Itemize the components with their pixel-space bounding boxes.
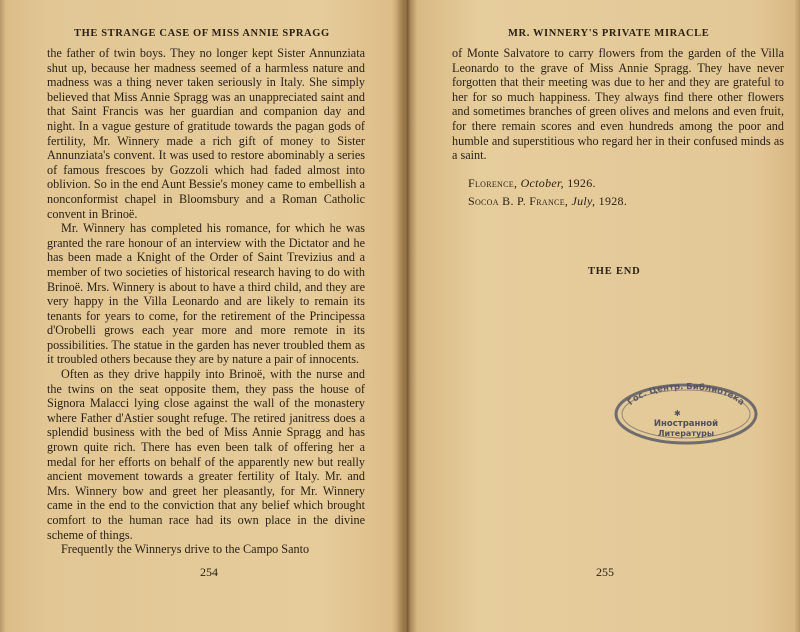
right-page-text xyxy=(452,46,784,163)
library-stamp xyxy=(612,382,760,446)
right-page xyxy=(410,0,800,632)
stamp-line-3: Литературы xyxy=(657,429,715,438)
dateline-socoa xyxy=(468,194,627,209)
the-end-label: THE END xyxy=(588,266,641,277)
stamp-line-2: Иностранной xyxy=(653,419,719,429)
stamp-star-icon: ✱ xyxy=(674,409,681,418)
dateline-1-place: Florence, xyxy=(468,176,518,190)
dateline-1-year: 1926. xyxy=(567,176,596,190)
dateline-florence xyxy=(468,176,596,191)
right-running-head: MR. WINNERY'S PRIVATE MIRACLE xyxy=(508,28,710,39)
dateline-2-place: Socoa B. P. France, xyxy=(468,194,569,208)
left-running-head: THE STRANGE CASE OF MISS ANNIE SPRAGG xyxy=(74,28,330,39)
left-paragraph-3: Often as they drive happily into Brinoë, with the nurse and the twins on the seat opposite them, they pass the house of Signora Malacci lying close against the wall of the monastery where Father d'Astier sought refuge. The retired janitress does a splendid business with the bed of Miss Annie Spragg and has grown quite rich. There has even been talk of offering her a medal for her efforts on behalf of the apparently new but really ancient movement towards a greater fertility of Italy. Mr. and Mrs. Winnery bow and greet her pleasantly, for Mr. Winnery came in the end to the conviction that any belief which brought comfort to the human race had its own place in the divine scheme of things. xyxy=(47,367,365,542)
stamp-line-1: Гос. Центр. Библиотека xyxy=(625,382,747,408)
dateline-1-month: October, xyxy=(520,176,564,190)
left-paragraph-4: Frequently the Winnerys drive to the Campo Santo xyxy=(61,542,310,557)
right-paragraph-1: of Monte Salvatore to carry flowers from the garden of the Villa Leonardo to the grave of Miss Annie Spragg. They have never forgotten that their meeting was due to her and they are grateful to her for so much happiness. They always find there other flowers and sometimes branches of green olives and melons and even fruit, for there remain scores and even hundreds among the poor and humble and superstitious who regard her in their confused minds as a saint. xyxy=(452,46,784,163)
right-page-number: 255 xyxy=(596,565,614,579)
library-stamp-graphic xyxy=(612,382,760,446)
dateline-2-month: July, xyxy=(571,194,596,208)
left-page-number: 254 xyxy=(200,565,218,579)
dateline-2-year: 1928. xyxy=(598,194,628,208)
left-paragraph-2: Mr. Winnery has completed his romance, for which he was granted the rare honour of an interview with the Dictator and he has been made a Knight of the Order of Saint Trevizius and a member of two societies of historical research having to do with Brinoë. Mrs. Winnery is about to have a third child, and they are very happy in the Villa Leonardo and are likely to remain its tenants for years to come, for the retirement of the Principessa d'Orobelli grows each year more and more remote in its possibilities. The statue in the garden has never troubled them as it troubled others because they are by nature a pair of innocents. xyxy=(47,221,365,367)
left-page-text xyxy=(47,46,365,557)
svg-text:Гос. Центр. Библиотека xyxy=(626,382,746,408)
left-paragraph-1: the father of twin boys. They no longer kept Sister Annunziata shut up, because her madness seemed of a harmless nature and madness was a thing never taken seriously in Italy. She simply believed that Miss Annie Spragg was an unappreciated saint and that Saint Francis was her guardian and companion day and night. In a vague gesture of gratitude towards the pagan gods of fertility, Mr. Winnery made a rich gift of money to Sister Annunziata's convent. It was used to restore abominably a series of famous frescoes by Gozzoli which had faded almost into oblivion. So in the end Aunt Bessie's money came to embellish a nonconformist chapel in Bloomsbury and a Roman Catholic convent in Brinoë. xyxy=(47,46,365,221)
